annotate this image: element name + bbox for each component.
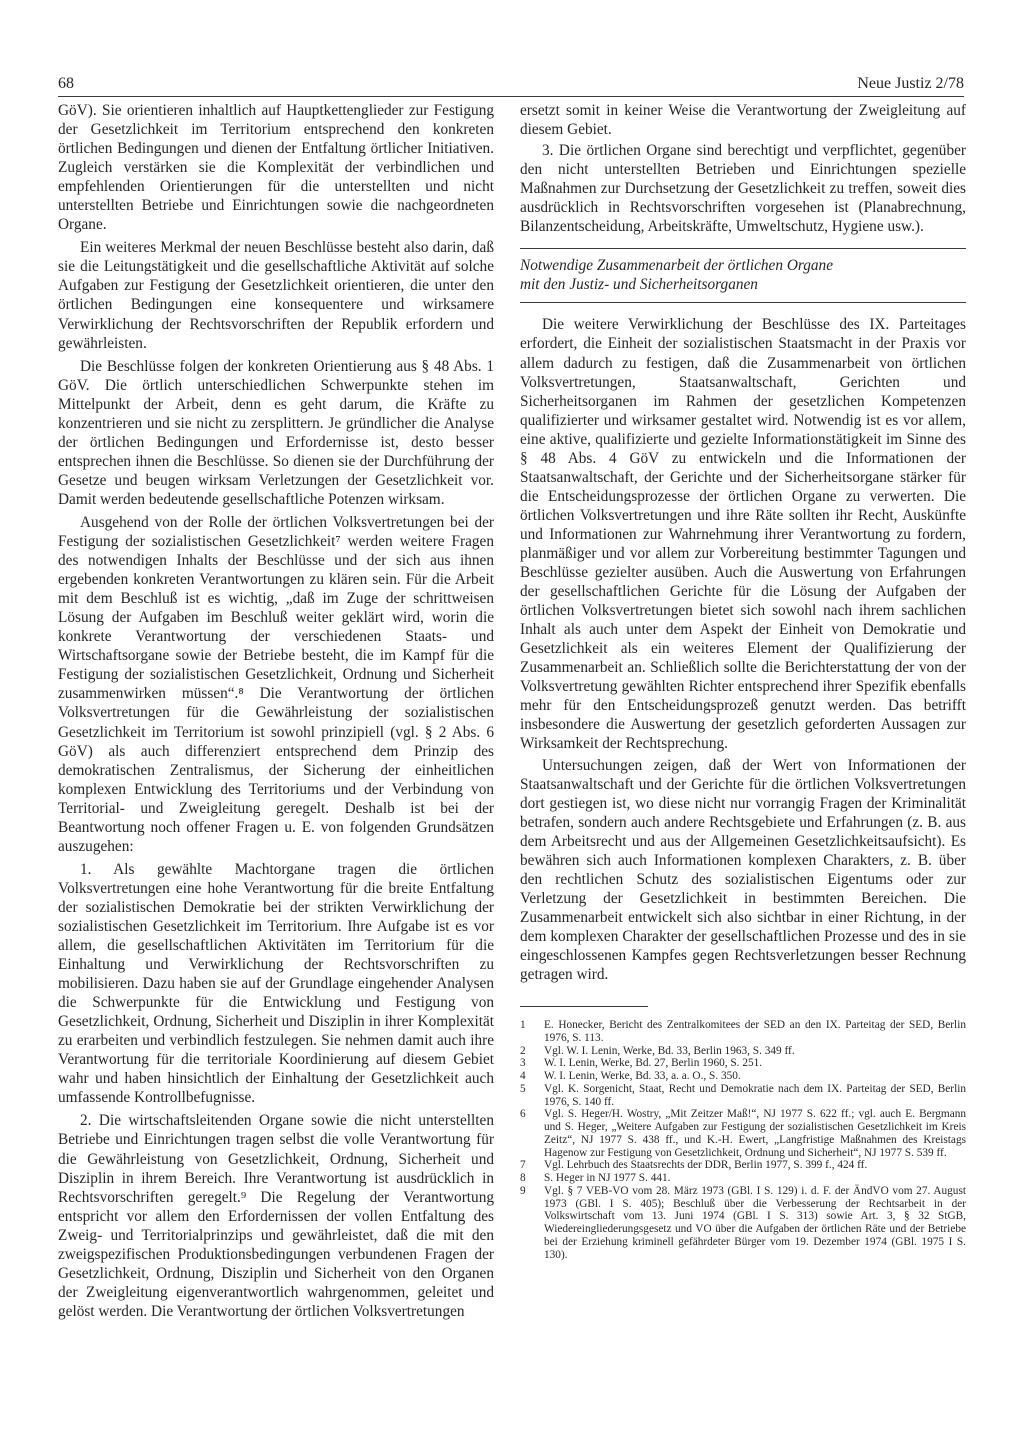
footnote-text: Vgl. § 7 VEB-VO vom 28. März 1973 (GBl. I S. 129) i. d. F. der ÄndVO vom 27. August 1973 (GBl. I S. 405); Beschluß über die Verbesserung der Rechtsarbeit in der Volkswirtschaft vom 13. Juni 1974 (GBl. I S. 313) sowie Art. 3, § 32 StGB, Wiedereingliederungsgesetz und VO über die Aufgaben der örtlichen Räte und der Betriebe bei der Erziehung kriminell gefährdeter Bürger vom 19. Dezember 1974 (GBl. 1975 I S. 130). <box>544 1184 966 1261</box>
section-heading-line: mit den Justiz- und Sicherheitsorganen <box>520 276 758 294</box>
paragraph: Die weitere Verwirklichung der Beschlüsse des IX. Parteitages erfordert, die Einheit der sozialistischen Staatsmacht in der Praxis vor allem dadurch zu festigen, daß die Zusammenarbeit von örtlichen Volksvertretungen, Staatsanwaltschaft, Gerichten und Sicherheitsorganen im Rahmen der gesetzlichen Kompetenzen qualifizierter und wirksamer gestaltet wird. Notwendig ist es vor allem, eine aktive, qualifizierte und gezielte Informationstätigkeit im Sinne des § 48 Abs. 4 GöV zu entwickeln und die Informationen der Staatsanwaltschaft, der Gerichte und der Sicherheitsorgane stärker für die Entscheidungsprozesse der örtlichen Organe zu verwerten. Die örtlichen Volksvertretungen und ihre Räte sollten ihr Recht, Auskünfte und Informationen zur Wahrnehmung ihrer Verantwortung zu fordern, planmäßiger und vor allem zur Vorbereitung bestimmter Tagungen und Beschlüsse gezielter ausüben. Auch die Auswertung von Erfahrungen der gesellschaftlichen Gerichte für die Lösung der Aufgaben der örtlichen Volksvertretungen bietet sich sowohl nach ihrem sachlichen Inhalt als auch unter dem Aspekt der Einheit von Demokratie und Gesetzlichkeit als ein weiteres Element der Qualifizierung der Zusammenarbeit an. Schließlich sollte die Berichterstattung der von der Volksvertretung gewählten Richter entsprechend ihrer Spezifik ebenfalls mehr für den Entscheidungsprozeß genutzt werden. Das betrifft insbesondere die Auswertung der gesetzlich geforderten Aussagen zur Wirksamkeit der Rechtsprechung. <box>520 316 966 753</box>
paragraph: GöV). Sie orientieren inhaltlich auf Hauptkettenglieder zur Festigung der Gesetzlichkeit im Territorium entsprechend den konkreten örtlichen Bedingungen und dienen der Entfaltung örtlicher Initiativen. Zugleich verstärken sie die Komplexität der verbindlichen und empfehlenden Orientierungen für die unterstellten und nicht unterstellten Betriebe und Einrichtungen sowie die nachgeordneten Organe. <box>58 102 494 234</box>
footnote-text: S. Heger in NJ 1977 S. 441. <box>544 1172 671 1185</box>
paragraph: ersetzt somit in keiner Weise die Verantwortung der Zweigleitung auf diesem Gebiet. <box>520 102 966 139</box>
paragraph: 1. Als gewählte Machtorgane tragen die örtlichen Volksvertretungen eine hohe Verantwortung für die breite Entfaltung der sozialistischen Demokratie bei der strikten Verwirklichung der sozialistischen Gesetzlichkeit im Territorium. Ihre Aufgabe ist es vor allem, die gesellschaftlichen Aktivitäten im Territorium für die Einhaltung und Verwirklichung der Rechtsvorschriften zu mobilisieren. Dazu haben sie auf der Grundlage eingehender Analysen die Schwerpunkte für die Entwicklung und Festigung von Gesetzlichkeit, Ordnung, Sicherheit und Disziplin in ihrer Komplexität zu erarbeiten und verbindlich festzulegen. Sie nehmen damit auch ihre Verantwortung für die territoriale Koordinierung auf diesem Gebiet wahr und haben hinsichtlich der Einhaltung der Gesetzlichkeit auch umfassende Kontrollbefugnisse. <box>58 860 494 1107</box>
paragraph: Ein weiteres Merkmal der neuen Beschlüsse besteht also darin, daß sie die Leitungstätigkeit und die gesellschaftliche Aktivität auf solche Aufgaben zur Festigung der Gesetzlichkeit orientieren, die unter den örtlichen Bedingungen eine konsequentere und wirksamere Verwirklichung der Rechtsvorschriften der Republik erfordern und gewährleisten. <box>58 239 494 352</box>
footnote-number: 7 <box>520 1159 526 1172</box>
section-divider-bottom <box>520 302 966 303</box>
page-header <box>58 74 964 97</box>
journal-issue: Neue Justiz 2/78 <box>857 75 964 92</box>
section-divider-top <box>520 248 966 249</box>
footnote-text: Vgl. Lehrbuch des Staatsrechts der DDR, Berlin 1977, S. 399 f., 424 ff. <box>544 1159 868 1172</box>
footnote-number: 8 <box>520 1172 526 1185</box>
paragraph: Ausgehend von der Rolle der örtlichen Volksvertretungen bei der Festigung der sozialistischen Gesetzlichkeit⁷ werden weitere Fragen des notwendigen Inhalts der Beschlüsse und der sich aus ihnen ergebenden konkreten Verantwortungen zu klären sein. Für die Arbeit mit dem Beschluß ist es wichtig, „daß im Zuge der schrittweisen Lösung der Aufgaben im Beschluß weiter geklärt wird, worin die konkrete Verantwortung der verschiedenen Staats- und Wirtschaftsorgane sowie der Betriebe besteht, die im Kampf für die Festigung der sozialistischen Gesetzlichkeit, Ordnung und Sicherheit zusammenwirken müssen“.⁸ Die Verantwortung der örtlichen Volksvertretungen für die Gewährleistung der sozialistischen Gesetzlichkeit im Territorium ist sowohl prinzipiell (vgl. § 2 Abs. 6 GöV) als auch differenziert entsprechend dem Prinzip des demokratischen Zentralismus, der Sicherung der einheitlichen komplexen Entwicklung des Territoriums und der Verbindung von Territorial- und Zweigleitung geregelt. Deshalb ist bei der Beantwortung noch offener Fragen u. E. von folgenden Grundsätzen auszugehen: <box>58 513 494 855</box>
footnotes <box>520 1019 966 1261</box>
footnote-text: W. I. Lenin, Werke, Bd. 33, a. a. O., S. 350. <box>544 1070 741 1083</box>
page-number: 68 <box>58 75 74 92</box>
footnote-number: 9 <box>520 1184 526 1197</box>
footnote-number: 2 <box>520 1044 526 1057</box>
footnote-text: Vgl. K. Sorgenicht, Staat, Recht und Demokratie nach dem IX. Parteitag der SED, Berlin 1976, S. 140 ff. <box>544 1082 966 1108</box>
footnote-number: 3 <box>520 1057 526 1070</box>
left-column <box>58 101 494 1321</box>
footnote <box>520 1159 966 1172</box>
footnote-number: 1 <box>520 1019 526 1032</box>
paragraph: 3. Die örtlichen Organe sind berechtigt und verpflichtet, gegenüber den nicht unterstellten Betrieben und Einrichtungen spezielle Maßnahmen zur Durchsetzung der Gesetzlichkeit zu treffen, soweit dies ausdrücklich in Rechtsvorschriften vorgesehen ist (Planabrechnung, Bilanzentscheidung, Arbeitskräfte, Umweltschutz, Hygiene usw.). <box>520 142 966 236</box>
footnote <box>520 1057 966 1070</box>
section-heading <box>520 256 966 294</box>
footnote <box>520 1185 966 1262</box>
paragraph: 2. Die wirtschaftsleitenden Organe sowie die nicht unterstellten Betriebe und Einrichtungen tragen selbst die volle Verantwortung für die Gewährleistung von Gesetzlichkeit, Ordnung, Sicherheit und Disziplin in ihrem Bereich. Ihre Verantwortung ist ausdrücklich in Rechtsvorschriften geregelt.⁹ Die Regelung der Verantwortung entspricht vor allem den Erfordernissen der vollen Entfaltung des Zweig- und Territorialprinzips und gewährleistet, daß die mit den zweigspezifischen Produktionsbedingungen verbundenen Fragen der Gesetzlichkeit, Ordnung, Disziplin und Sicherheit von den Organen der Zweigleitung eigenverantwortlich wahrgenommen, geleitet und gelöst werden. Die Verantwortung der örtlichen Volksvertretungen <box>58 1112 494 1320</box>
footnote <box>520 1083 966 1109</box>
footnote-number: 6 <box>520 1108 526 1121</box>
footnote <box>520 1108 966 1159</box>
footnote-text: Vgl. S. Heger/H. Wostry, „Mit Zeitzer Maß!“, NJ 1977 S. 622 ff.; vgl. auch E. Bergmann und S. Heger, „Weitere Aufgaben zur Festigung der sozialistischen Gesetzlichkeit im Kreis Zeitz“, NJ 1977 S. 438 ff., und K.-H. Ewert, „Langfristige Maßnahmen des Kreistags Hagenow zur Festigung von Gesetzlichkeit, Ordnung und Sicherheit“, NJ 1977 S. 539 ff. <box>544 1108 966 1159</box>
paragraph: Untersuchungen zeigen, daß der Wert von Informationen der Staatsanwaltschaft und der Gerichte für die örtlichen Volksvertretungen dort gestiegen ist, wo diese nicht nur vorrangig Fragen der Kriminalität betrafen, sondern auch andere Rechtsgebiete und Erfahrungen (z. B. aus dem Arbeitsrecht und aus der Allgemeinen Gesetzlichkeitsaufsicht). Es bewähren sich auch Informationen komplexen Charakters, z. B. über den rechtlichen Schutz des sozialistischen Eigentums oder zur Verletzung der Gesetzlichkeit in bestimmten Bereichen. Die Zusammenarbeit entwickelt sich also sichtbar in einer Richtung, in der dem komplexen Charakter der gesellschaftlichen Prozesse und des in sie eingeschlossenen Kampfes gegen Rechtsverletzungen besser Rechnung getragen wird. <box>520 756 966 984</box>
section-heading-line: Notwendige Zusammenarbeit der örtlichen Organe <box>520 257 833 275</box>
footnote-text: Vgl. W. I. Lenin, Werke, Bd. 33, Berlin 1963, S. 349 ff. <box>544 1044 795 1057</box>
footnote-number: 5 <box>520 1082 526 1095</box>
footnote-divider <box>520 1006 648 1007</box>
footnote <box>520 1070 966 1083</box>
paragraph: Die Beschlüsse folgen der konkreten Orientierung aus § 48 Abs. 1 GöV. Die örtlich unterschiedlichen Schwerpunkte stehen im Mittelpunkt der Arbeit, denn es geht darum, die Kräfte zu konzentrieren und sie nicht zu zersplittern. Je gründlicher die Analyse der örtlichen Bedingungen und Erfordernisse ist, desto besser entsprechen ihnen die Beschlüsse. So dienen sie der Durchführung der Gesetze und beugen wirksam Verletzungen der Gesetzlichkeit vor. Damit werden bedeutende gesellschaftliche Potenzen wirksam. <box>58 357 494 508</box>
footnote-text: W. I. Lenin, Werke, Bd. 27, Berlin 1960, S. 251. <box>544 1057 763 1070</box>
footnote <box>520 1172 966 1185</box>
footnote-text: E. Honecker, Bericht des Zentralkomitees der SED an den IX. Parteitag der SED, Berlin 1976, S. 113. <box>544 1019 966 1044</box>
right-column <box>520 101 966 1261</box>
footnote-number: 4 <box>520 1070 526 1083</box>
footnote <box>520 1019 966 1045</box>
footnote <box>520 1045 966 1058</box>
